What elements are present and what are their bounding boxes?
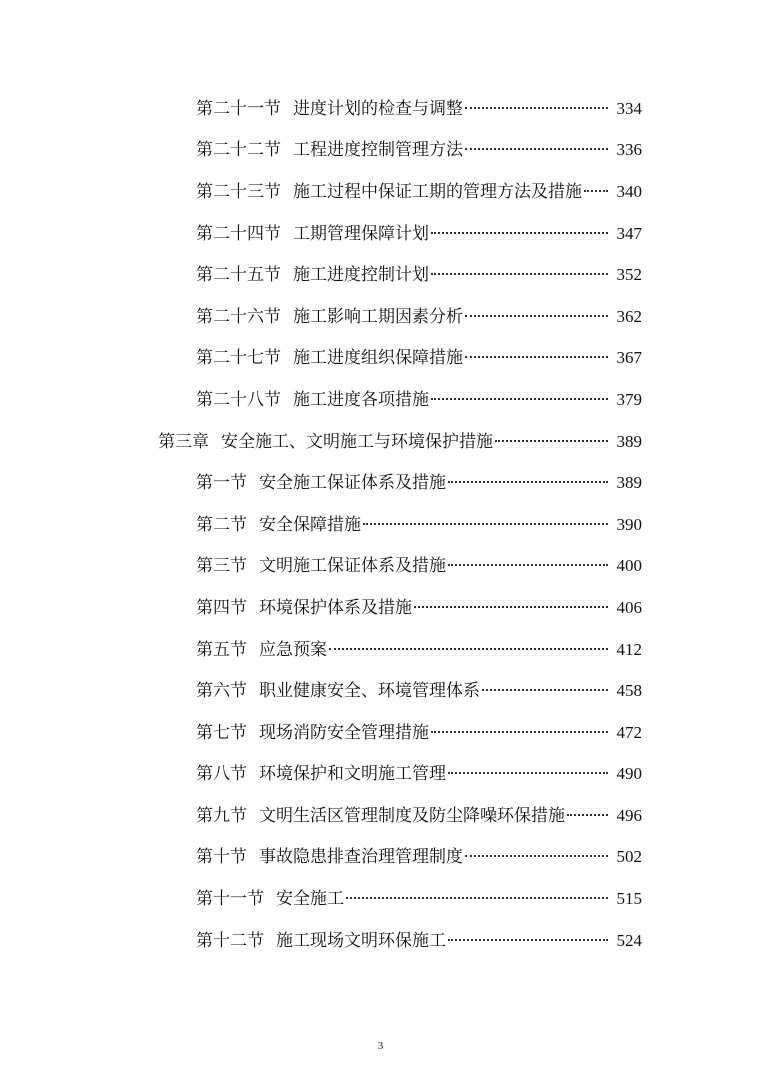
toc-entry-title: 施工进度组织保障措施 bbox=[293, 348, 463, 369]
toc-entry-number: 第二十四节 bbox=[196, 223, 281, 244]
toc-dot-leader-line bbox=[465, 356, 608, 358]
toc-dot-leader-line bbox=[448, 564, 608, 566]
toc-section-entry[interactable] bbox=[0, 795, 761, 837]
toc-entry-content bbox=[196, 764, 642, 784]
toc-dot-leader-line bbox=[448, 772, 608, 774]
toc-dot-leader bbox=[463, 348, 610, 368]
toc-entry-number: 第二十三节 bbox=[196, 181, 281, 202]
toc-dot-leader-line bbox=[346, 897, 608, 899]
toc-entry-number: 第二十二节 bbox=[196, 140, 281, 161]
toc-dot-leader bbox=[446, 473, 610, 493]
toc-dot-leader bbox=[412, 598, 610, 618]
toc-entry-page: 496 bbox=[616, 805, 642, 825]
toc-entry-page: 389 bbox=[616, 431, 642, 451]
toc-entry-number: 第二十七节 bbox=[196, 348, 281, 369]
toc-entry-number: 第十一节 bbox=[196, 889, 264, 910]
toc-entry-content bbox=[158, 432, 642, 452]
toc-dot-leader bbox=[463, 140, 610, 160]
toc-entry-content bbox=[196, 515, 642, 535]
toc-entry-title: 安全施工 bbox=[276, 889, 344, 910]
toc-entry-number: 第十二节 bbox=[196, 930, 264, 951]
toc-entry-number: 第二节 bbox=[196, 514, 247, 535]
toc-entry-title: 环境保护体系及措施 bbox=[259, 597, 412, 618]
table-of-contents bbox=[0, 88, 761, 961]
toc-entry-page: 336 bbox=[616, 140, 642, 160]
toc-dot-leader-line bbox=[431, 731, 608, 733]
toc-dot-leader-line bbox=[465, 855, 608, 857]
toc-entry-content bbox=[196, 931, 642, 951]
toc-entry-page: 490 bbox=[616, 764, 642, 784]
toc-entry-content bbox=[196, 348, 642, 368]
toc-entry-title: 安全施工、文明施工与环境保护措施 bbox=[221, 431, 493, 452]
toc-entry-title: 施工过程中保证工期的管理方法及措施 bbox=[293, 181, 582, 202]
toc-dot-leader bbox=[361, 515, 610, 535]
toc-section-entry[interactable] bbox=[0, 712, 761, 754]
toc-entry-title: 施工影响工期因素分析 bbox=[293, 306, 463, 327]
toc-section-entry[interactable] bbox=[0, 338, 761, 380]
toc-entry-content bbox=[196, 681, 642, 701]
toc-dot-leader bbox=[463, 847, 610, 867]
toc-dot-leader-line bbox=[495, 440, 608, 442]
toc-entry-page: 334 bbox=[616, 98, 642, 118]
toc-dot-leader-line bbox=[448, 939, 608, 941]
toc-entry-page: 389 bbox=[616, 473, 642, 493]
toc-section-entry[interactable] bbox=[0, 878, 761, 920]
toc-dot-leader bbox=[446, 931, 610, 951]
toc-dot-leader bbox=[565, 806, 610, 826]
toc-section-entry[interactable] bbox=[0, 213, 761, 255]
toc-section-entry[interactable] bbox=[0, 171, 761, 213]
toc-dot-leader bbox=[582, 182, 610, 202]
toc-dot-leader-line bbox=[482, 689, 608, 691]
toc-section-entry[interactable] bbox=[0, 88, 761, 130]
toc-entry-title: 文明施工保证体系及措施 bbox=[259, 556, 446, 577]
toc-dot-leader bbox=[463, 99, 610, 119]
toc-entry-title: 进度计划的检查与调整 bbox=[293, 98, 463, 119]
page-number: 3 bbox=[377, 1040, 384, 1052]
toc-entry-title: 文明生活区管理制度及防尘降噪环保措施 bbox=[259, 805, 565, 826]
toc-dot-leader-line bbox=[431, 273, 608, 275]
toc-entry-title: 现场消防安全管理措施 bbox=[259, 722, 429, 743]
toc-dot-leader bbox=[344, 889, 610, 909]
toc-entry-title: 应急预案 bbox=[259, 639, 327, 660]
toc-dot-leader-line bbox=[448, 481, 608, 483]
toc-dot-leader bbox=[493, 432, 610, 452]
toc-entry-number: 第三章 bbox=[158, 431, 209, 452]
toc-dot-leader-line bbox=[431, 398, 608, 400]
toc-section-entry[interactable] bbox=[0, 754, 761, 796]
toc-entry-page: 472 bbox=[616, 722, 642, 742]
toc-entry-page: 524 bbox=[616, 930, 642, 950]
toc-section-entry[interactable] bbox=[0, 296, 761, 338]
toc-entry-title: 安全保障措施 bbox=[259, 514, 361, 535]
toc-entry-content bbox=[196, 182, 642, 202]
toc-entry-number: 第十节 bbox=[196, 847, 247, 868]
toc-entry-number: 第二十六节 bbox=[196, 306, 281, 327]
toc-entry-number: 第二十五节 bbox=[196, 265, 281, 286]
toc-dot-leader-line bbox=[431, 232, 608, 234]
toc-dot-leader bbox=[446, 764, 610, 784]
toc-dot-leader-line bbox=[567, 814, 608, 816]
toc-entry-number: 第二十八节 bbox=[196, 389, 281, 410]
toc-section-entry[interactable] bbox=[0, 130, 761, 172]
toc-entry-content bbox=[196, 390, 642, 410]
toc-entry-content bbox=[196, 847, 642, 867]
toc-dot-leader bbox=[429, 265, 610, 285]
toc-section-entry[interactable] bbox=[0, 670, 761, 712]
toc-entry-title: 环境保护和文明施工管理 bbox=[259, 764, 446, 785]
toc-dot-leader bbox=[446, 556, 610, 576]
toc-section-entry[interactable] bbox=[0, 504, 761, 546]
toc-entry-content bbox=[196, 889, 642, 909]
toc-entry-content bbox=[196, 556, 642, 576]
toc-entry-page: 352 bbox=[616, 265, 642, 285]
toc-entry-title: 工期管理保障计划 bbox=[293, 223, 429, 244]
toc-dot-leader bbox=[429, 723, 610, 743]
toc-section-entry[interactable] bbox=[0, 629, 761, 671]
toc-entry-content bbox=[196, 224, 642, 244]
toc-section-entry[interactable] bbox=[0, 837, 761, 879]
toc-entry-title: 施工现场文明环保施工 bbox=[276, 930, 446, 951]
toc-chapter-entry[interactable] bbox=[0, 421, 761, 463]
toc-entry-content bbox=[196, 598, 642, 618]
toc-entry-page: 515 bbox=[616, 889, 642, 909]
toc-entry-content bbox=[196, 140, 642, 160]
toc-section-entry[interactable] bbox=[0, 587, 761, 629]
toc-dot-leader bbox=[429, 390, 610, 410]
toc-entry-content bbox=[196, 307, 642, 327]
toc-entry-page: 406 bbox=[616, 597, 642, 617]
toc-entry-content bbox=[196, 473, 642, 493]
toc-entry-number: 第七节 bbox=[196, 722, 247, 743]
toc-entry-number: 第六节 bbox=[196, 681, 247, 702]
toc-entry-page: 400 bbox=[616, 556, 642, 576]
toc-entry-content bbox=[196, 806, 642, 826]
toc-entry-title: 安全施工保证体系及措施 bbox=[259, 473, 446, 494]
toc-entry-title: 施工进度各项措施 bbox=[293, 389, 429, 410]
toc-entry-title: 事故隐患排查治理管理制度 bbox=[259, 847, 463, 868]
toc-entry-title: 职业健康安全、环境管理体系 bbox=[259, 681, 480, 702]
toc-entry-title: 施工进度控制计划 bbox=[293, 265, 429, 286]
toc-entry-content bbox=[196, 99, 642, 119]
toc-dot-leader bbox=[327, 640, 610, 660]
toc-dot-leader-line bbox=[414, 606, 608, 608]
toc-dot-leader-line bbox=[329, 648, 608, 650]
toc-entry-title: 工程进度控制管理方法 bbox=[293, 140, 463, 161]
toc-entry-number: 第八节 bbox=[196, 764, 247, 785]
toc-section-entry[interactable] bbox=[0, 254, 761, 296]
toc-entry-page: 347 bbox=[616, 223, 642, 243]
toc-section-entry[interactable] bbox=[0, 462, 761, 504]
toc-entry-page: 362 bbox=[616, 306, 642, 326]
toc-section-entry[interactable] bbox=[0, 546, 761, 588]
toc-entry-content bbox=[196, 723, 642, 743]
toc-section-entry[interactable] bbox=[0, 379, 761, 421]
toc-dot-leader-line bbox=[363, 523, 608, 525]
toc-entry-page: 458 bbox=[616, 681, 642, 701]
toc-entry-number: 第九节 bbox=[196, 805, 247, 826]
toc-dot-leader-line bbox=[465, 315, 608, 317]
toc-section-entry[interactable] bbox=[0, 920, 761, 962]
toc-dot-leader bbox=[463, 307, 610, 327]
toc-entry-page: 340 bbox=[616, 181, 642, 201]
toc-dot-leader-line bbox=[465, 107, 608, 109]
toc-entry-number: 第三节 bbox=[196, 556, 247, 577]
toc-entry-number: 第二十一节 bbox=[196, 98, 281, 119]
toc-dot-leader-line bbox=[465, 148, 608, 150]
toc-dot-leader bbox=[429, 224, 610, 244]
toc-entry-page: 412 bbox=[616, 639, 642, 659]
toc-dot-leader bbox=[480, 681, 610, 701]
toc-entry-page: 367 bbox=[616, 348, 642, 368]
toc-entry-number: 第一节 bbox=[196, 473, 247, 494]
toc-entry-content bbox=[196, 640, 642, 660]
toc-entry-content bbox=[196, 265, 642, 285]
toc-entry-number: 第四节 bbox=[196, 597, 247, 618]
toc-entry-page: 379 bbox=[616, 389, 642, 409]
toc-entry-page: 502 bbox=[616, 847, 642, 867]
toc-entry-page: 390 bbox=[616, 514, 642, 534]
toc-entry-number: 第五节 bbox=[196, 639, 247, 660]
toc-dot-leader-line bbox=[584, 190, 608, 192]
